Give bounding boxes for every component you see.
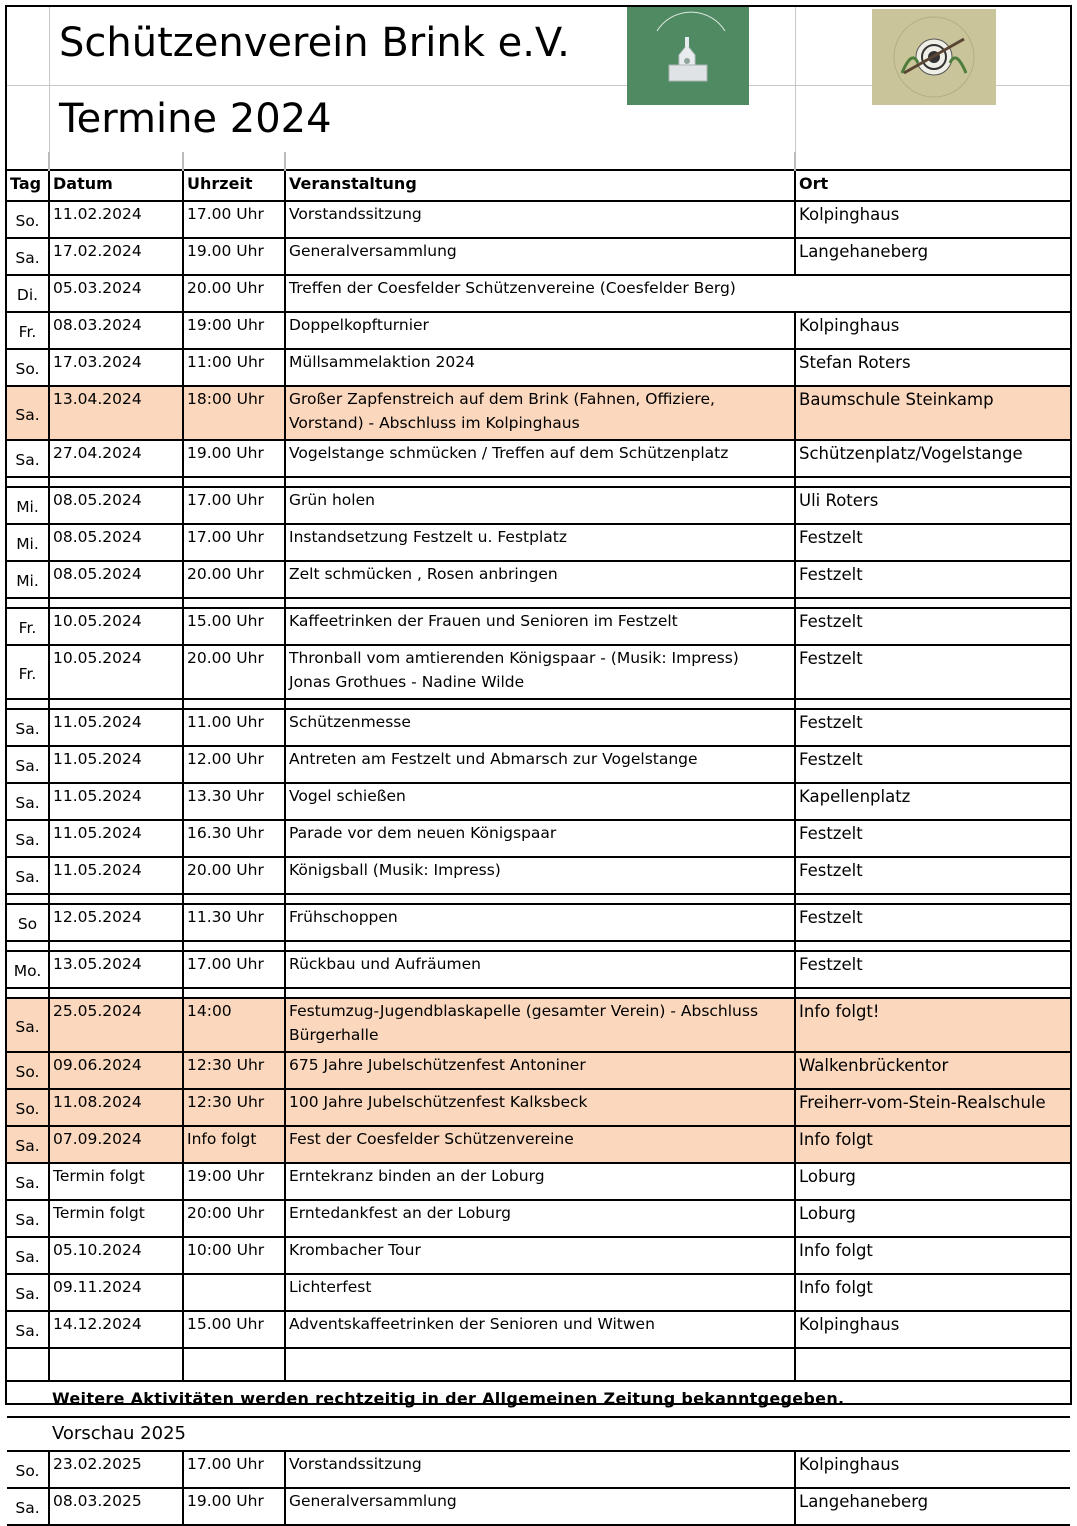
table-separator (7, 477, 1070, 487)
preview-title-row (7, 1417, 1070, 1451)
grid-line (49, 7, 50, 152)
cell-tag: Sa. (7, 1163, 49, 1200)
cell-tag: Sa. (7, 746, 49, 783)
cell-datum: 08.05.2024 (49, 524, 183, 561)
cell-veranstaltung: Königsball (Musik: Impress) (285, 857, 795, 894)
table-row (7, 1311, 1070, 1348)
cell-veranstaltung: Erntekranz binden an der Loburg (285, 1163, 795, 1200)
cell-veranstaltung: Instandsetzung Festzelt u. Festplatz (285, 524, 795, 561)
cell-datum: 17.02.2024 (49, 238, 183, 275)
cell-ort: Loburg (799, 1167, 856, 1186)
cell-datum: 07.09.2024 (49, 1126, 183, 1163)
grid-line (795, 7, 796, 152)
table-separator (7, 988, 1070, 998)
cell-veranstaltung: Generalversammlung (285, 1488, 795, 1525)
cell-ort: Festzelt (799, 565, 863, 584)
table-row (7, 312, 1070, 349)
cell-tag: Fr. (7, 608, 49, 645)
cell-veranstaltung: Vogel schießen (285, 783, 795, 820)
cell-datum: 13.05.2024 (49, 951, 183, 988)
cell-veranstaltung: Lichterfest (285, 1274, 795, 1311)
table-row (7, 487, 1070, 524)
col-header-datum: Datum (49, 170, 183, 201)
cell-datum: 25.05.2024 (49, 998, 183, 1052)
cell-datum: 12.05.2024 (49, 904, 183, 941)
table-row (7, 608, 1070, 645)
cell-zeit: 11.30 Uhr (183, 904, 285, 941)
schedule-table (7, 152, 1070, 1526)
cell-text-line: Großer Zapfenstreich auf dem Brink (Fahnen, Offiziere, (289, 390, 715, 408)
cell-zeit: 17.00 Uhr (183, 524, 285, 561)
announcement-note: Weitere Aktivitäten werden rechtzeitig in der Allgemeinen Zeitung bekanntgegeben. (52, 1389, 845, 1408)
cell-ort: Freiherr-vom-Stein-Realschule (795, 1089, 1070, 1126)
cell-datum: 08.03.2025 (49, 1488, 183, 1525)
cell-ort: Info folgt (795, 1126, 1070, 1163)
table-row (7, 709, 1070, 746)
preview-title: Vorschau 2025 (52, 1423, 186, 1444)
table-row-highlight (7, 1052, 1070, 1089)
cell-tag: Di. (7, 275, 49, 312)
cell-zeit: 15.00 Uhr (183, 1311, 285, 1348)
cell-datum: 17.03.2024 (49, 349, 183, 386)
cell-ort: Info folgt (799, 1241, 873, 1260)
cell-veranstaltung: 100 Jahre Jubelschützenfest Kalksbeck (285, 1089, 795, 1126)
cell-datum: 05.10.2024 (49, 1237, 183, 1274)
cell-veranstaltung: Grün holen (285, 487, 795, 524)
cell-zeit: 16.30 Uhr (183, 820, 285, 857)
table-separator (7, 699, 1070, 709)
cell-zeit: 17.00 Uhr (183, 201, 285, 238)
table-row (7, 645, 1070, 699)
table-row-highlight (7, 998, 1070, 1052)
cell-datum: 08.03.2024 (49, 312, 183, 349)
banner-image (627, 7, 749, 105)
table-row-highlight (7, 1126, 1070, 1163)
cell-tag: Mi. (7, 524, 49, 561)
cell-veranstaltung: Müllsammelaktion 2024 (285, 349, 795, 386)
cell-zeit: 13.30 Uhr (183, 783, 285, 820)
cell-zeit: 19.00 Uhr (183, 1488, 285, 1525)
seal-image (872, 9, 996, 105)
cell-veranstaltung: Fest der Coesfelder Schützenvereine (285, 1126, 795, 1163)
cell-ort: Festzelt (799, 649, 863, 668)
cell-tag: So. (7, 349, 49, 386)
table-row (7, 1488, 1070, 1525)
table-row (7, 904, 1070, 941)
cell-zeit: Info folgt (183, 1126, 285, 1163)
table-separator (7, 941, 1070, 951)
cell-zeit: 20:00 Uhr (183, 1200, 285, 1237)
cell-zeit: 12.00 Uhr (183, 746, 285, 783)
table-row (7, 951, 1070, 988)
cell-ort: Festzelt (799, 824, 863, 843)
col-header-uhrzeit: Uhrzeit (183, 170, 285, 201)
table-row (7, 820, 1070, 857)
cell-veranstaltung: Generalversammlung (285, 238, 795, 275)
club-seal-logo (872, 9, 996, 105)
table-row (7, 1237, 1070, 1274)
cell-zeit: 19.00 Uhr (183, 440, 285, 477)
cell-veranstaltung (285, 645, 795, 699)
table-row-highlight (7, 1089, 1070, 1126)
table-separator (7, 894, 1070, 904)
table-row (7, 1163, 1070, 1200)
cell-veranstaltung: Adventskaffeetrinken der Senioren und Witwen (285, 1311, 795, 1348)
cell-zeit (183, 1274, 285, 1311)
table-row (7, 349, 1070, 386)
cell-veranstaltung: Antreten am Festzelt und Abmarsch zur Vogelstange (285, 746, 795, 783)
cell-tag: Sa. (7, 857, 49, 894)
cell-datum: 11.05.2024 (49, 783, 183, 820)
cell-zeit: 14:00 (183, 998, 285, 1052)
cell-tag: Sa. (7, 440, 49, 477)
cell-zeit: 17.00 Uhr (183, 1451, 285, 1488)
cell-datum: 11.05.2024 (49, 857, 183, 894)
cell-zeit: 15.00 Uhr (183, 608, 285, 645)
cell-veranstaltung: Vorstandssitzung (285, 1451, 795, 1488)
cell-datum: 14.12.2024 (49, 1311, 183, 1348)
col-header-veranstaltung: Veranstaltung (285, 170, 795, 201)
cell-zeit: 19.00 Uhr (183, 238, 285, 275)
cell-text-line: Jonas Grothues - Nadine Wilde (289, 673, 525, 691)
cell-veranstaltung (285, 998, 795, 1052)
cell-tag: Sa. (7, 1237, 49, 1274)
cell-datum: 05.03.2024 (49, 275, 183, 312)
cell-ort: Stefan Roters (799, 353, 911, 372)
cell-datum: 10.05.2024 (49, 645, 183, 699)
cell-zeit: 20.00 Uhr (183, 275, 285, 312)
cell-zeit: 17.00 Uhr (183, 951, 285, 988)
cell-veranstaltung: Parade vor dem neuen Königspaar (285, 820, 795, 857)
cell-datum: 11.02.2024 (49, 201, 183, 238)
cell-zeit: 11:00 Uhr (183, 349, 285, 386)
cell-datum: 09.06.2024 (49, 1052, 183, 1089)
cell-ort: Baumschule Steinkamp (795, 386, 1070, 440)
cell-datum: 11.05.2024 (49, 820, 183, 857)
table-row (7, 275, 1070, 312)
cell-text-line: Vorstand) - Abschluss im Kolpinghaus (289, 414, 580, 432)
cell-zeit: 10:00 Uhr (183, 1237, 285, 1274)
table-blank-row (7, 1348, 1070, 1381)
table-row (7, 1274, 1070, 1311)
table-row (7, 1200, 1070, 1237)
cell-ort: Kapellenplatz (799, 787, 911, 806)
cell-tag: Mi. (7, 561, 49, 598)
cell-datum: 08.05.2024 (49, 487, 183, 524)
cell-zeit: 12:30 Uhr (183, 1089, 285, 1126)
col-header-ort: Ort (799, 174, 829, 193)
cell-tag: Sa. (7, 1200, 49, 1237)
cell-datum: 13.04.2024 (49, 386, 183, 440)
table-note-row (7, 1381, 1070, 1417)
cell-ort: Langehaneberg (799, 1492, 929, 1511)
cell-ort: Kolpinghaus (799, 1315, 900, 1334)
cell-zeit: 20.00 Uhr (183, 857, 285, 894)
cell-veranstaltung: Schützenmesse (285, 709, 795, 746)
table-row (7, 524, 1070, 561)
cell-tag: Sa. (7, 783, 49, 820)
cell-ort: Info folgt! (795, 998, 1070, 1052)
cell-ort: Kolpinghaus (799, 316, 900, 335)
cell-ort: Uli Roters (799, 491, 879, 510)
cell-ort: Festzelt (799, 908, 863, 927)
cell-ort: Festzelt (799, 955, 863, 974)
cell-veranstaltung: Zelt schmücken , Rosen anbringen (285, 561, 795, 598)
cell-zeit: 11.00 Uhr (183, 709, 285, 746)
table-row (7, 238, 1070, 275)
cell-datum: 10.05.2024 (49, 608, 183, 645)
cell-ort: Info folgt (799, 1278, 873, 1297)
cell-zeit: 12:30 Uhr (183, 1052, 285, 1089)
page-subtitle: Termine 2024 (59, 96, 332, 142)
cell-zeit: 19:00 Uhr (183, 1163, 285, 1200)
cell-text-line: Thronball vom amtierenden Königspaar - (Musik: Impress) (289, 649, 739, 667)
table-spacer-row (7, 152, 1070, 170)
table-row (7, 746, 1070, 783)
table-row (7, 201, 1070, 238)
cell-tag: Mi. (7, 487, 49, 524)
table-separator (7, 598, 1070, 608)
cell-datum: Termin folgt (49, 1200, 183, 1237)
cell-ort: Kolpinghaus (799, 1455, 900, 1474)
cell-datum: Termin folgt (49, 1163, 183, 1200)
cell-veranstaltung: Kaffeetrinken der Frauen und Senioren im Festzelt (285, 608, 795, 645)
cell-tag: Sa. (7, 1311, 49, 1348)
cell-veranstaltung: Rückbau und Aufräumen (285, 951, 795, 988)
cell-tag: Mo. (7, 951, 49, 988)
cell-tag: Sa. (7, 238, 49, 275)
table-row (7, 561, 1070, 598)
cell-tag: Sa. (7, 709, 49, 746)
table-row (7, 440, 1070, 477)
cell-text-line: Bürgerhalle (289, 1026, 379, 1044)
cell-ort: Kolpinghaus (799, 205, 900, 224)
cell-zeit: 20.00 Uhr (183, 645, 285, 699)
cell-ort: Langehaneberg (799, 242, 929, 261)
cell-datum: 27.04.2024 (49, 440, 183, 477)
cell-ort: Festzelt (799, 713, 863, 732)
cell-tag: Sa. (7, 386, 49, 440)
cell-veranstaltung: Doppelkopfturnier (285, 312, 795, 349)
cell-ort: Loburg (799, 1204, 856, 1223)
cell-veranstaltung (285, 386, 795, 440)
cell-tag: So. (7, 201, 49, 238)
cell-tag: So (7, 904, 49, 941)
cell-veranstaltung: Treffen der Coesfelder Schützenvereine (Coesfelder Berg) (289, 279, 736, 297)
table-header-row (7, 170, 1070, 201)
cell-datum: 08.05.2024 (49, 561, 183, 598)
cell-tag: So. (7, 1089, 49, 1126)
cell-tag: Sa. (7, 1126, 49, 1163)
cell-datum: 11.05.2024 (49, 746, 183, 783)
cell-tag: Sa. (7, 1274, 49, 1311)
cell-veranstaltung: Frühschoppen (285, 904, 795, 941)
table-row-highlight (7, 386, 1070, 440)
cell-ort: Festzelt (799, 528, 863, 547)
table-row (7, 857, 1070, 894)
cell-tag: So. (7, 1052, 49, 1089)
cell-datum: 23.02.2025 (49, 1451, 183, 1488)
cell-tag: So. (7, 1451, 49, 1488)
page-title: Schützenverein Brink e.V. (59, 20, 570, 66)
cell-zeit: 18:00 Uhr (183, 386, 285, 440)
cell-tag: Fr. (7, 312, 49, 349)
schedule-page (5, 5, 1072, 1517)
cell-veranstaltung: Vogelstange schmücken / Treffen auf dem Schützenplatz (285, 440, 795, 477)
cell-tag: Fr. (7, 645, 49, 699)
table-row (7, 1451, 1070, 1488)
cell-datum: 11.05.2024 (49, 709, 183, 746)
cell-zeit: 20.00 Uhr (183, 561, 285, 598)
cell-datum: 11.08.2024 (49, 1089, 183, 1126)
cell-tag: Sa. (7, 998, 49, 1052)
cell-tag: Sa. (7, 820, 49, 857)
cell-ort: Festzelt (799, 861, 863, 880)
cell-veranstaltung: Krombacher Tour (285, 1237, 795, 1274)
cell-ort: Schützenplatz/Vogelstange (799, 444, 1023, 463)
cell-veranstaltung: Erntedankfest an der Loburg (285, 1200, 795, 1237)
cell-veranstaltung: 675 Jahre Jubelschützenfest Antoniner (285, 1052, 795, 1089)
cell-ort: Walkenbrückentor (795, 1052, 1070, 1089)
cell-text-line: Festumzug-Jugendblaskapelle (gesamter Verein) - Abschluss (289, 1002, 759, 1020)
cell-zeit: 17.00 Uhr (183, 487, 285, 524)
table-row (7, 783, 1070, 820)
cell-veranstaltung: Vorstandssitzung (285, 201, 795, 238)
cell-zeit: 19:00 Uhr (183, 312, 285, 349)
club-banner-logo (627, 7, 749, 105)
cell-tag: Sa. (7, 1488, 49, 1525)
cell-ort: Festzelt (799, 750, 863, 769)
cell-ort: Festzelt (799, 612, 863, 631)
cell-datum: 09.11.2024 (49, 1274, 183, 1311)
col-header-tag: Tag (7, 170, 49, 201)
